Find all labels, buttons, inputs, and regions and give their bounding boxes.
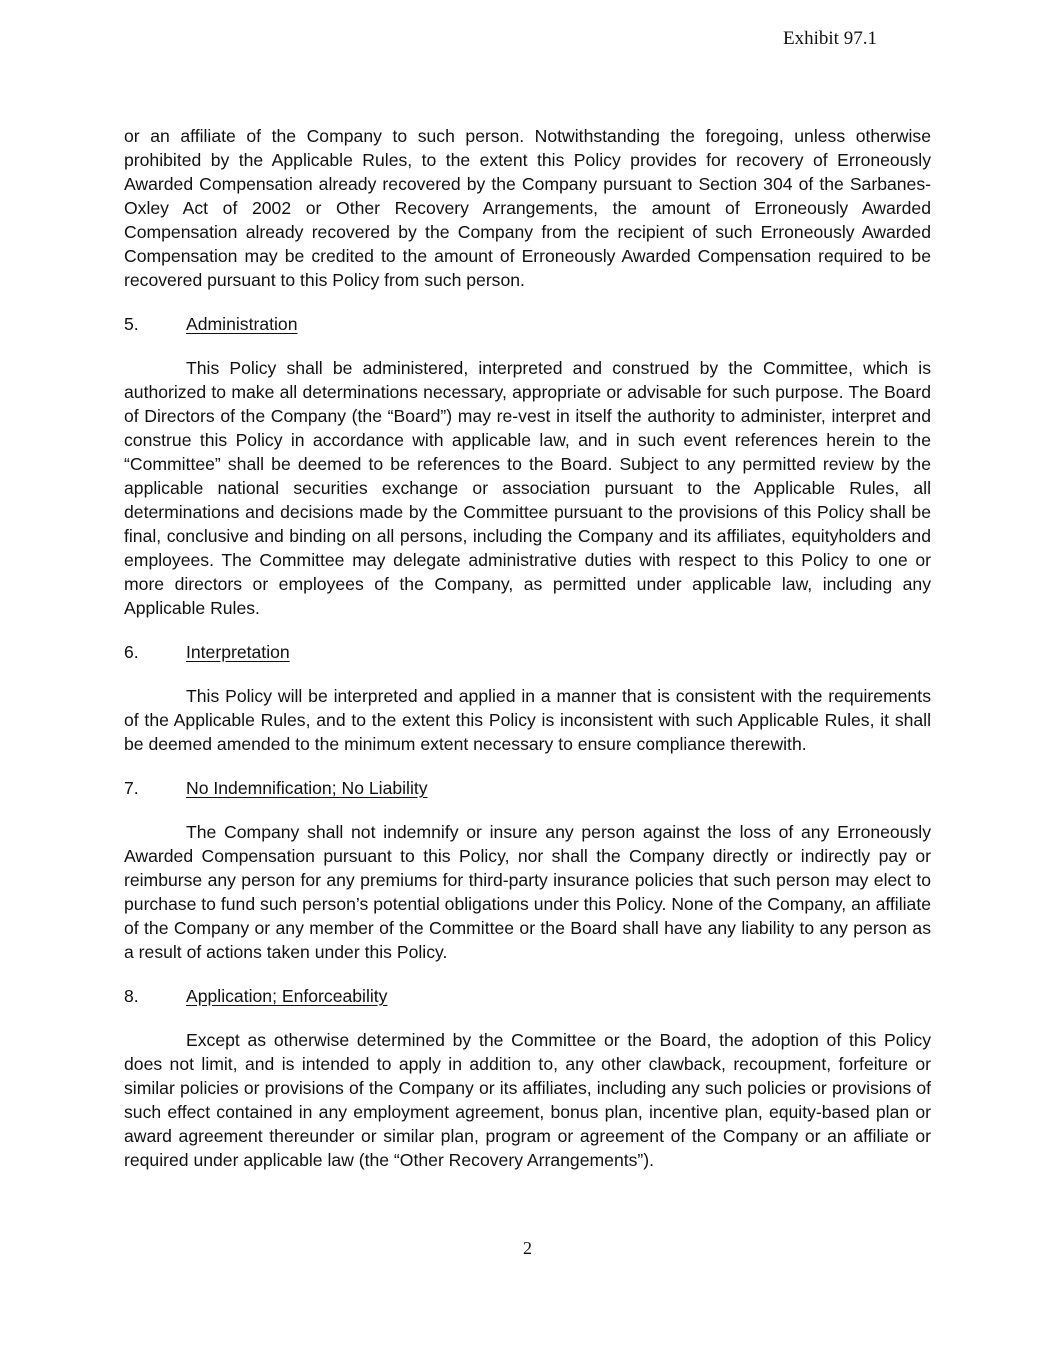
section-paragraph-no-indemnification: The Company shall not indemnify or insure any person against the loss of any Erroneously Awarded Compensation pursuant to this Policy, nor shall the Company directly or indirectly pay or reimburse any person for any premiums for third-party insurance policies that such person may elect to purchase to fund such person’s potential obligations under this Policy. None of the Company, an affiliate of the Company or any member of the Committee or the Board shall have any liability to any person as a result of actions taken under this Policy. (124, 822, 931, 962)
section-paragraph-application: Except as otherwise determined by the Committee or the Board, the adoption of this Policy does not limit, and is intended to apply in addition to, any other clawback, recoupment, forfeiture or similar policies or provisions of the Company or its affiliates, including any such policies or provisions of such effect contained in any employment agreement, bonus plan, incentive plan, equity-based plan or award agreement thereunder or similar plan, program or agreement of the Company or an affiliate or required under applicable law (the “Other Recovery Arrangements”). (124, 1030, 931, 1170)
section-number: 6. (124, 642, 139, 662)
section-number: 8. (124, 986, 139, 1006)
section-number: 7. (124, 778, 139, 798)
section-paragraph-administration: This Policy shall be administered, interpreted and construed by the Committee, which is authorized to make all determinations necessary, appropriate or advisable for such purpose. The Board of Directors of the Company (the “Board”) may re-vest in itself the authority to administer, interpret and construe this Policy in accordance with applicable law, and in such event references herein to the “Committee” shall be deemed to be references to the Board. Subject to any permitted review by the applicable national securities exchange or association pursuant to the Applicable Rules, all determinations and decisions made by the Committee pursuant to the provisions of this Policy shall be final, conclusive and binding on all persons, including the Company and its affiliates, equityholders and employees. The Committee may delegate administrative duties with respect to this Policy to one or more directors or employees of the Company, as permitted under applicable law, including any Applicable Rules. (124, 358, 931, 618)
section-title: No Indemnification; No Liability (186, 778, 428, 798)
section-heading-application (124, 984, 931, 1008)
page-number: 2 (523, 1238, 532, 1258)
section-heading-no-indemnification (124, 776, 931, 800)
section-number: 5. (124, 314, 139, 334)
exhibit-label: Exhibit 97.1 (783, 28, 877, 49)
section-heading-interpretation (124, 640, 931, 664)
intro-paragraph: or an affiliate of the Company to such person. Notwithstanding the foregoing, unless otherwise prohibited by the Applicable Rules, to the extent this Policy provides for recovery of Erroneously Awarded Compensation already recovered by the Company pursuant to Section 304 of the Sarbanes-Oxley Act of 2002 or Other Recovery Arrangements, the amount of Erroneously Awarded Compensation already recovered by the Company from the recipient of such Erroneously Awarded Compensation may be credited to the amount of Erroneously Awarded Compensation required to be recovered pursuant to this Policy from such person. (124, 126, 931, 290)
section-paragraph-interpretation: This Policy will be interpreted and applied in a manner that is consistent with the requirements of the Applicable Rules, and to the extent this Policy is inconsistent with such Applicable Rules, it shall be deemed amended to the minimum extent necessary to ensure compliance therewith. (124, 686, 931, 754)
section-title: Administration (186, 314, 298, 334)
section-title: Application; Enforceability (186, 986, 388, 1006)
document-body (124, 124, 931, 1172)
section-heading-administration (124, 312, 931, 336)
section-title: Interpretation (186, 642, 290, 662)
